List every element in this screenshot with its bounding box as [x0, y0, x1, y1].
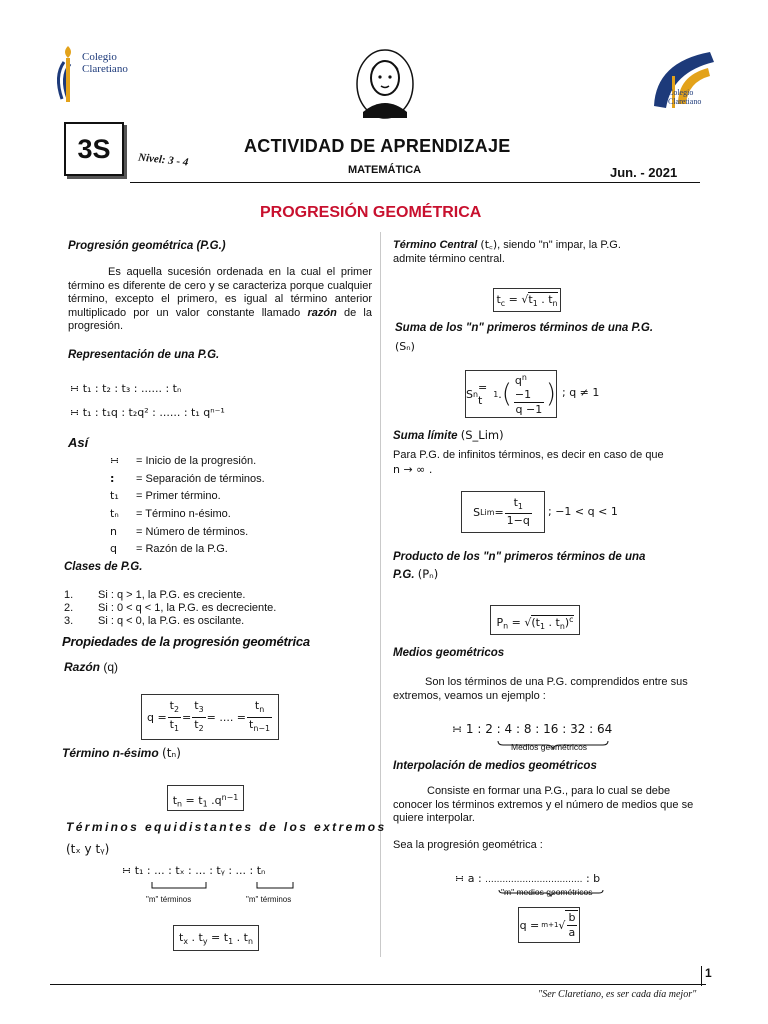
interpolation-label: "m" medios geométricos: [501, 887, 593, 897]
class-item: 2. Si : 0 < q < 1, la P.G. es decreciente.: [64, 602, 277, 614]
representation-line-2: ∺ t₁ : t₁q : t₂q² : ...... : t₁ qⁿ⁻¹: [70, 406, 225, 419]
limit-text: Para P.G. de infinitos términos, es decir en caso de que n → ∞ .: [393, 449, 664, 476]
nth-term-heading: Término n-ésimo (tₙ): [62, 746, 181, 760]
interpolation-heading: Interpolación de medios geométricos: [393, 760, 597, 772]
equidistant-heading: Términos equidistantes de los extremos: [66, 820, 387, 834]
properties-heading: Propiedades de la progresión geométrica: [62, 634, 310, 649]
geometric-means-heading: Medios geométricos: [393, 647, 505, 659]
class-item: 3. Si : q < 0, la P.G. es oscilante.: [64, 615, 245, 627]
ratio-heading: Razón (q): [64, 660, 119, 674]
central-term-formula: $t_c = √t_1$ . $t_n$: [493, 288, 561, 312]
date-label: Jun. - 2021: [610, 165, 678, 180]
interpolation-text: Consiste en formar una P.G., para lo cual se debe conocer los términos extremos y el número de medios que se quiere interpolar.: [393, 785, 694, 824]
product-formula: $P_n = √(t_1$ . $t_n)^c$: [490, 605, 580, 635]
representation-line-1: ∺ t₁ : t₂ : t₃ : ...... : tₙ: [70, 382, 182, 395]
equidistant-formula: $t_x$ . $t_y = t_1$ . $t_n$: [173, 925, 259, 951]
asi-heading: Así: [68, 435, 89, 450]
classes-heading: Clases de P.G.: [64, 561, 143, 573]
equidistant-label-2: "m" términos: [246, 895, 292, 904]
footer-rule: [50, 984, 706, 985]
sum-condition: ; q ≠ 1: [562, 386, 600, 399]
header-rule: [130, 182, 700, 183]
page-title: ACTIVIDAD DE APRENDIZAJE: [244, 136, 511, 156]
topic-title: PROGRESIÓN GEOMÉTRICA: [260, 204, 482, 221]
limit-condition: ; −1 < q < 1: [548, 505, 618, 518]
central-term-heading: Término Central (t꜀), siendo "n" impar, la P.G. admite término central.: [393, 238, 621, 265]
founder-portrait: [355, 48, 415, 120]
grade-label: 3S: [77, 134, 111, 164]
column-divider: [380, 232, 381, 957]
legend-item: t₁ = Primer término.: [110, 489, 221, 503]
limit-sum-heading: Suma límite (S_Lim): [393, 428, 504, 442]
legend-item: : = Separación de términos.: [110, 471, 265, 485]
equidistant-arrow-1: [150, 880, 208, 894]
definition-text: Es aquella sucesión ordenada en la cual el primer término es diferente de cero y se caracteriza porque cualquier término, excepto el primero, es igual al término anterior multiplicado por un valor constante llamado razón de la progresión.: [68, 266, 372, 332]
nivel-label: Nivel: 3 - 4: [137, 151, 189, 169]
sum-heading: Suma de los "n" primeros términos de una P.G.: [395, 322, 654, 334]
sum-sym: (Sₙ): [395, 340, 415, 353]
logo-right-text: Colegio Claretiano: [668, 88, 702, 106]
grade-box: [64, 122, 124, 176]
sum-formula: S n = t 1 . ( $\frac{q^n -1}{q -1}$ ): [465, 370, 557, 418]
footer-rule-vertical: [701, 966, 702, 986]
limit-formula: S Lim = $\frac{t_1}{1-q}$: [461, 491, 545, 533]
legend-item: ∺ = Inicio de la progresión.: [110, 454, 257, 467]
geometric-means-label: Medios geométricos: [511, 742, 588, 752]
footer-motto: "Ser Claretiano, es ser cada día mejor": [538, 989, 697, 1000]
legend-item: n = Número de términos.: [110, 524, 249, 538]
definition-heading: Progresión geométrica (P.G.): [68, 240, 226, 252]
interpolation-sequence: ∺ a : .................................. : b: [455, 872, 601, 885]
geometric-means-text: Son los términos de una P.G. comprendidos entre sus extremos, veamos un ejemplo :: [393, 676, 688, 702]
subject-label: MATEMÁTICA: [348, 164, 422, 176]
logo-left-text: Colegio Claretiano: [82, 51, 128, 75]
geometric-means-sequence: ∺ 1 : 2 : 4 : 8 : 16 : 32 : 64: [452, 722, 613, 736]
equidistant-label-1: "m" términos: [146, 895, 192, 904]
representation-heading: Representación de una P.G.: [68, 349, 220, 361]
nth-term-formula: $t_n = t_1$ $.q^{n-1}$: [167, 785, 244, 811]
classes-list: [64, 589, 364, 628]
page-number: 1: [705, 966, 712, 980]
equidistant-sym: (tₓ y tᵧ): [66, 842, 110, 856]
legend-item: tₙ = Término n-ésimo.: [110, 507, 231, 521]
sea-text: Sea la progresión geométrica :: [393, 839, 543, 851]
equidistant-line: ∺ t₁ : ... : tₓ : ... : tᵧ : ... : tₙ: [122, 864, 266, 877]
interpolation-formula: q = m+1 √ $\frac{b}{a}$: [518, 907, 580, 943]
ratio-formula: q = $\frac{t_2}{t_1}$ = $\frac{t_3}{t_2}$ = .... = $\frac{t_n}{t_{n-1}}$: [141, 694, 279, 740]
equidistant-arrow-2: [255, 880, 295, 894]
legend-list: [110, 454, 370, 560]
product-heading: Producto de los "n" primeros términos de una P.G. (Pₙ): [393, 551, 646, 581]
legend-item: q = Razón de la P.G.: [110, 542, 228, 556]
class-item: 1. Si : q > 1, la P.G. es creciente.: [64, 589, 246, 601]
